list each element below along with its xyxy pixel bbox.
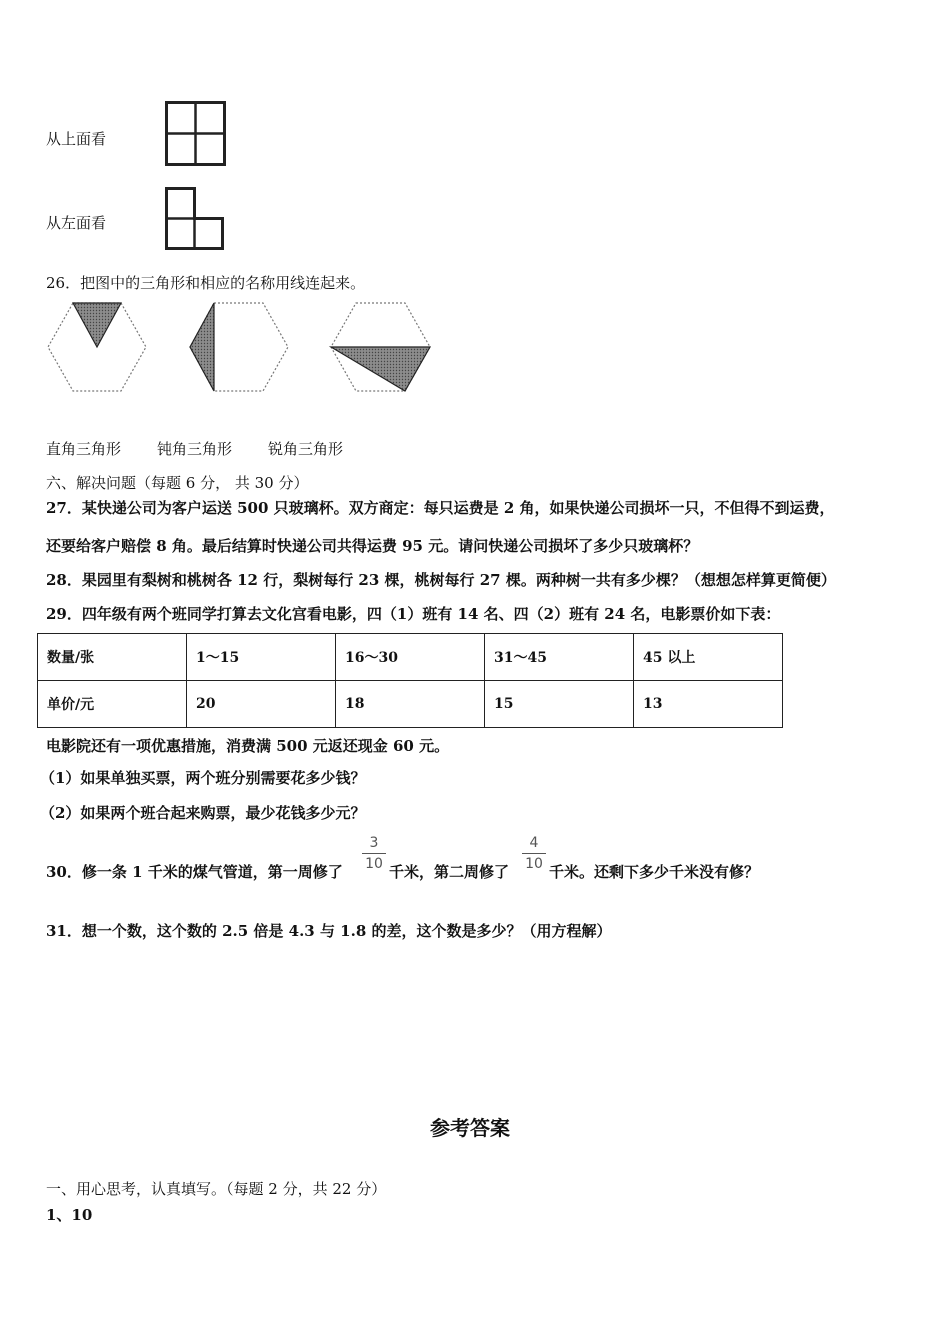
fraction-3-10: [362, 834, 386, 873]
question-29-sub1: （1）如果单独买票，两个班分别需要花多少钱？: [40, 769, 366, 787]
fraction-numerator: 3: [369, 835, 379, 851]
fraction-denominator: 10: [525, 856, 543, 872]
hexagon-acute-triangle: [48, 303, 146, 391]
table-cell: 数量/张: [38, 634, 187, 681]
fraction-4-10: [522, 834, 546, 873]
top-view-label: 从上面看: [46, 130, 107, 148]
table-cell: 16～30: [336, 634, 485, 681]
question-30-part1: 30．修一条 1 千米的煤气管道，第一周修了: [46, 863, 343, 881]
table-cell: 45 以上: [634, 634, 783, 681]
answers-title: 参考答案: [430, 1116, 510, 1140]
answer-1: 1、10: [46, 1206, 93, 1224]
table-cell: 单价/元: [38, 681, 187, 728]
answers-section-1: 一、用心思考，认真填写。（每题 2 分，共 22 分）: [46, 1180, 387, 1198]
hexagon-right-triangle: [331, 303, 430, 391]
question-29: 29．四年级有两个班同学打算去文化宫看电影，四（1）班有 14 名、四（2）班有 24 名，电影票价如下表：: [46, 605, 781, 623]
question-29-note: 电影院还有一项优惠措施，消费满 500 元返还现金 60 元。: [46, 737, 450, 755]
top-view-figure: [164, 100, 228, 168]
question-27-line1: 27．某快递公司为客户运送 500 只玻璃杯。双方商定：每只运费是 2 角，如果快递公司损坏一只，不但得不到运费，: [46, 499, 835, 517]
triangle-name-right: 直角三角形: [46, 440, 122, 458]
question-26: 26．把图中的三角形和相应的名称用线连起来。: [46, 274, 366, 292]
table-cell: 13: [634, 681, 783, 728]
left-view-label: 从左面看: [46, 214, 107, 232]
question-31: 31．想一个数，这个数的 2.5 倍是 4.3 与 1.8 的差，这个数是多少？（用方程解）: [46, 922, 612, 940]
table-cell: 31～45: [485, 634, 634, 681]
table-row: [38, 634, 783, 681]
question-29-sub2: （2）如果两个班合起来购票，最少花钱多少元？: [40, 804, 366, 822]
table-cell: 20: [187, 681, 336, 728]
question-27-line2: 还要给客户赔偿 8 角。最后结算时快递公司共得运费 95 元。请问快递公司损坏了多少只玻璃杯？: [46, 537, 699, 555]
triangle-name-acute: 锐角三角形: [268, 440, 344, 458]
question-30-part2: 千米，第二周修了: [389, 863, 510, 881]
triangle-figures: [44, 300, 436, 396]
fraction-numerator: 4: [529, 835, 539, 851]
left-view-figure: [164, 186, 226, 252]
section-6-heading: 六、解决问题（每题 6 分， 共 30 分）: [46, 474, 309, 492]
question-30-part3: 千米。还剩下多少千米没有修？: [549, 863, 760, 881]
ticket-price-table: [37, 633, 783, 728]
table-cell: 1～15: [187, 634, 336, 681]
hexagon-obtuse-triangle: [190, 303, 288, 391]
question-28: 28．果园里有梨树和桃树各 12 行，梨树每行 23 棵，桃树每行 27 棵。两种树一共有多少棵？（想想怎样算更简便）: [46, 571, 836, 589]
table-cell: 15: [485, 681, 634, 728]
table-row: [38, 681, 783, 728]
fraction-denominator: 10: [365, 856, 383, 872]
triangle-name-obtuse: 钝角三角形: [157, 440, 233, 458]
table-cell: 18: [336, 681, 485, 728]
